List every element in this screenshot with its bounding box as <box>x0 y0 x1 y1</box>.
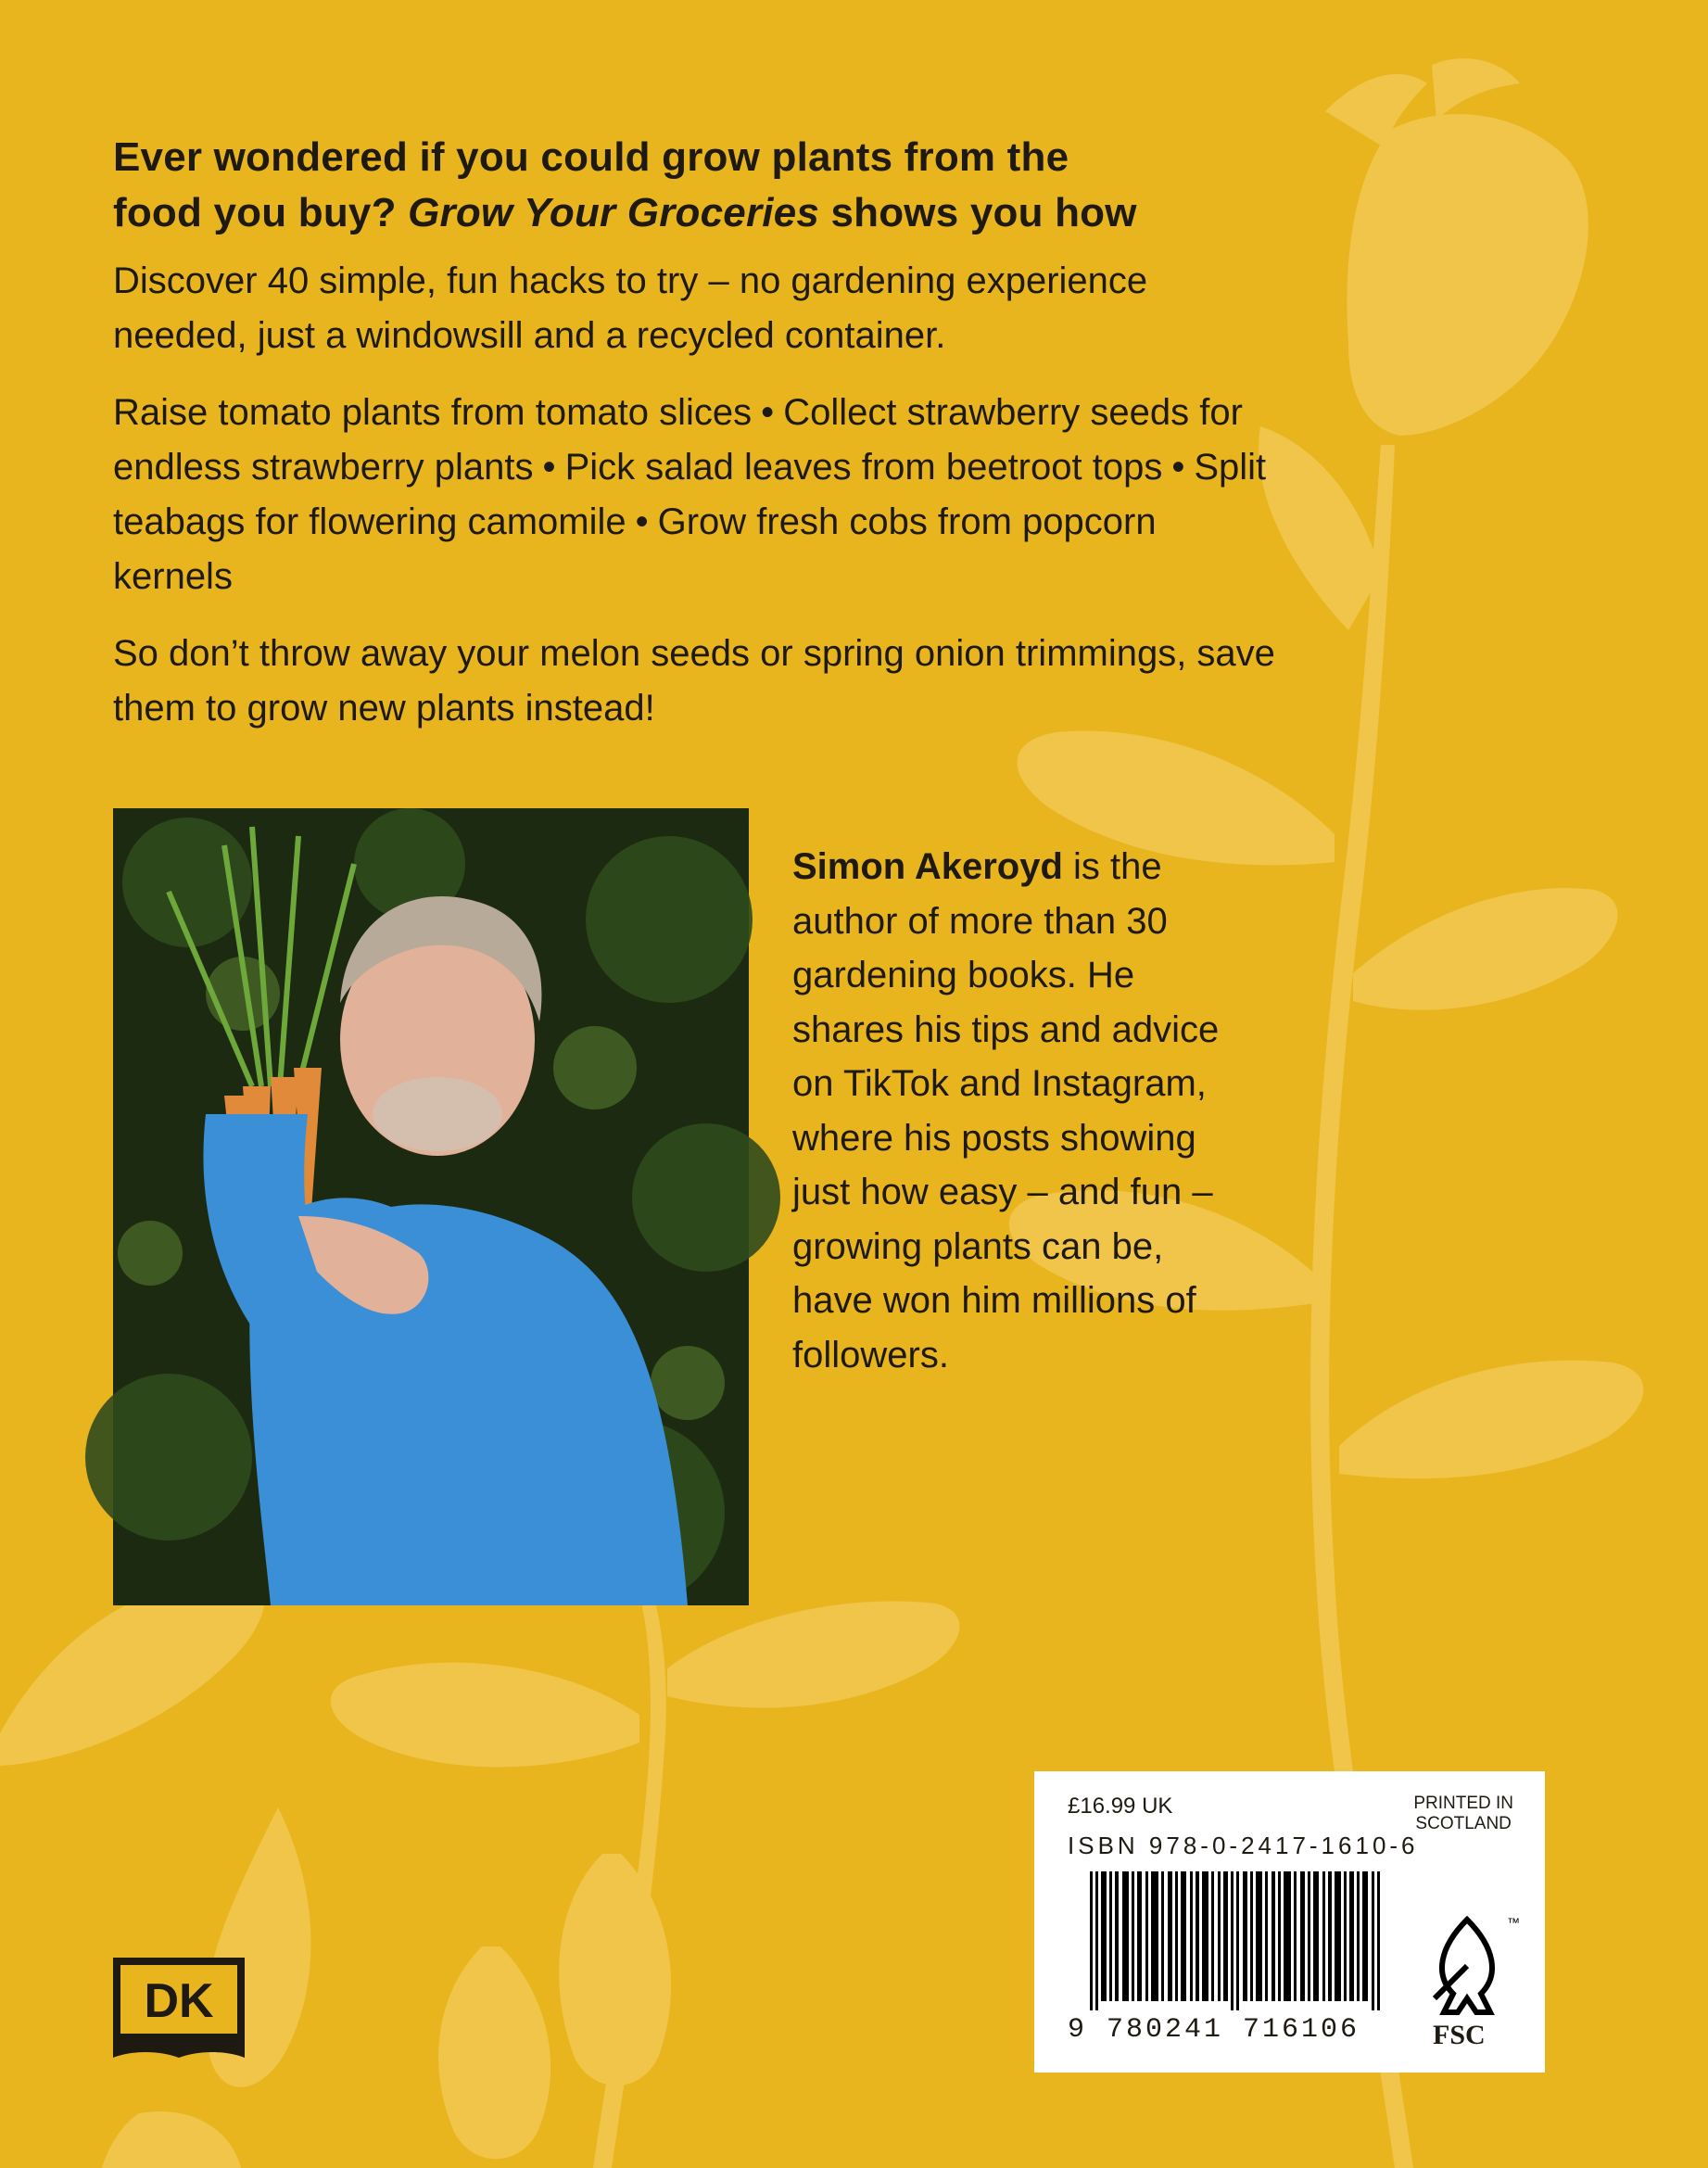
dk-logo-text: DK <box>144 1974 214 2028</box>
headline-line2-after: shows you how <box>819 190 1137 235</box>
bullet-separator: • <box>542 447 556 488</box>
book-title: Grow Your Groceries <box>408 190 820 235</box>
hacks-list <box>113 386 1281 604</box>
hack-item: Grow fresh cobs from popcorn kernels <box>113 501 1157 597</box>
headline <box>113 130 1281 241</box>
hack-item: Pick salad leaves from beetroot tops <box>564 447 1163 488</box>
author-name: Simon Akeroyd <box>792 846 1063 887</box>
barcode-digits: 9 780241 716106 <box>1068 2014 1360 2046</box>
isbn: ISBN 978-0-2417-1610-6 <box>1068 1832 1419 1859</box>
closing-paragraph: So don’t throw away your melon seeds or spring onion trimmings, save them to grow new plants instead! <box>113 633 1275 729</box>
hack-item: Collect strawberry seeds for endless strawberry plants <box>113 392 1243 488</box>
intro-paragraph: Discover 40 simple, fun hacks to try – no gardening experience needed, just a windowsill and a recycled container. <box>113 260 1148 356</box>
author-bio <box>792 840 1228 1382</box>
price: £16.99 UK <box>1068 1794 1173 1819</box>
blurb <box>113 130 1281 758</box>
fsc-label: FSC <box>1433 2020 1486 2050</box>
bullet-separator: • <box>635 501 649 542</box>
hack-item: Split teabags for flowering camomile <box>113 447 1267 542</box>
printed-in <box>1413 1794 1513 1834</box>
barcode-box <box>1034 1771 1545 2073</box>
trademark-symbol: ™ <box>1507 1915 1520 1930</box>
bullet-separator: • <box>761 392 775 433</box>
bullet-separator: • <box>1171 447 1185 488</box>
barcode <box>1090 1871 1386 2010</box>
dk-logo <box>113 1958 245 2060</box>
author-bio-text: is the author of more than 30 gardening books. He shares his tips and advice on TikTok and Instagram, where his posts showing just how easy – and fun – growing plants can be, have won him millions of followers. <box>792 846 1220 1376</box>
printed-in-line2: SCOTLAND <box>1415 1814 1512 1833</box>
hack-item: Raise tomato plants from tomato slices <box>113 392 753 433</box>
printed-in-line1: PRINTED IN <box>1413 1794 1513 1813</box>
headline-line2-before: food you buy? <box>113 190 409 235</box>
headline-line1: Ever wondered if you could grow plants from the <box>113 134 1069 180</box>
author-photo <box>113 808 749 1605</box>
